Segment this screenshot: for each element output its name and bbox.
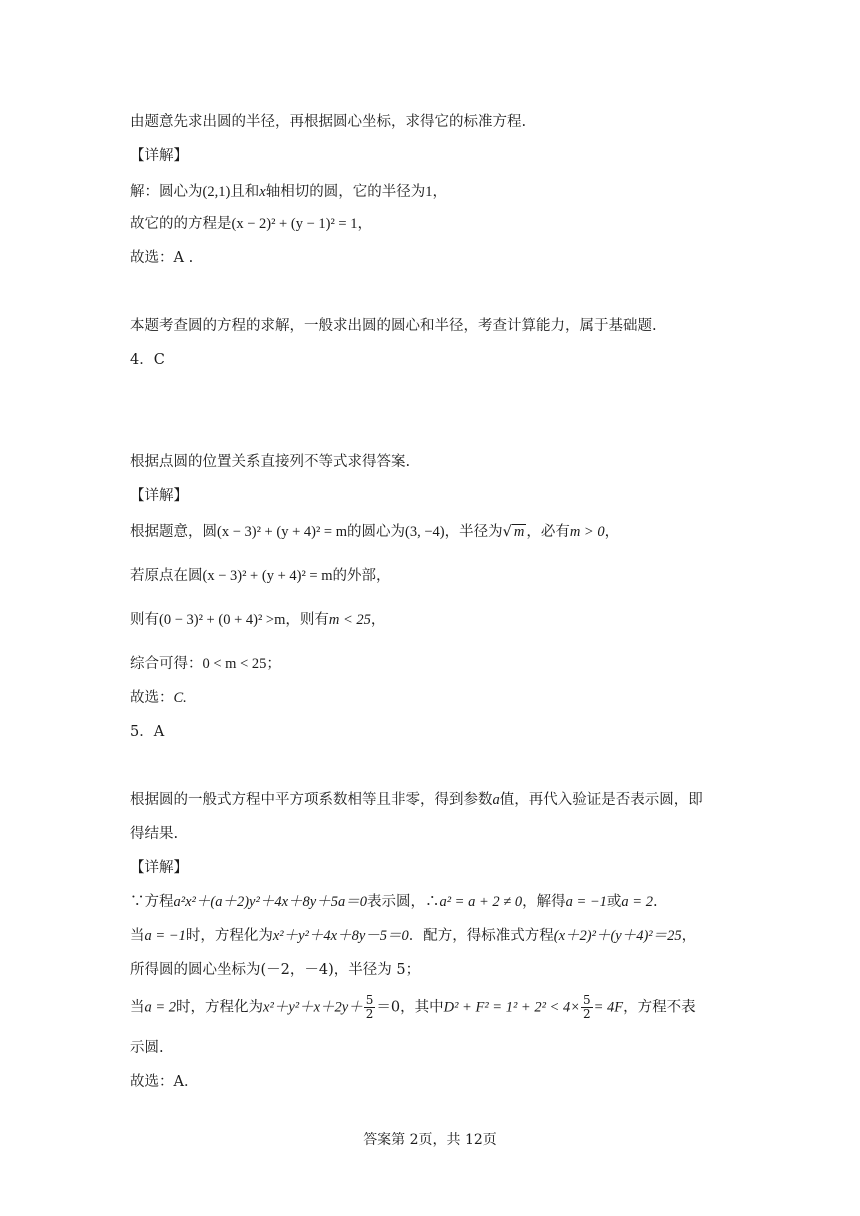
section-heading: 【详解】 bbox=[130, 488, 188, 504]
text: ，半径为 bbox=[444, 524, 503, 540]
math: (3, −4) bbox=[405, 524, 445, 540]
sqrt-symbol: √ bbox=[502, 524, 512, 540]
fraction-denominator: 2 bbox=[365, 1007, 374, 1021]
text: ，则有 bbox=[285, 612, 329, 628]
text-line: 根据点圆的位置关系直接列不等式求得答案. bbox=[130, 454, 411, 470]
text-line: 故选：A . bbox=[130, 250, 194, 266]
math: a bbox=[492, 792, 500, 808]
text-line: 得结果. bbox=[130, 826, 179, 842]
text: 故它的的方程是 bbox=[130, 216, 232, 232]
text-line bbox=[130, 892, 658, 912]
text: ； bbox=[266, 656, 281, 672]
text: 的外部， bbox=[332, 568, 391, 584]
text-line bbox=[130, 926, 696, 946]
text-line bbox=[130, 610, 385, 630]
math: a = −1 bbox=[144, 928, 186, 944]
text: ， bbox=[604, 524, 620, 540]
text-line: 所得圆的圆心坐标为(－2，－4)，半径为 5； bbox=[130, 962, 421, 978]
answer-number: 5．A bbox=[130, 724, 165, 740]
text: 表示圆，∴ bbox=[366, 894, 440, 910]
math: a = 2 bbox=[144, 999, 177, 1016]
text-line: 示圆. bbox=[130, 1040, 164, 1056]
text-line bbox=[130, 214, 372, 234]
math: m < 25 bbox=[328, 612, 371, 628]
page-footer: 答案第 2页，共 12页 bbox=[363, 1132, 497, 1148]
answer-number: 4．C bbox=[130, 352, 165, 368]
text: 当 bbox=[130, 928, 145, 944]
equation: (x − 3)² + (y + 4)² = m bbox=[217, 524, 347, 540]
math: m > 0 bbox=[569, 524, 605, 540]
text: ， bbox=[370, 612, 386, 628]
section-heading: 【详解】 bbox=[130, 148, 188, 164]
text-line bbox=[130, 182, 447, 202]
fraction bbox=[581, 994, 593, 1021]
text: 轴相切的圆，它的半径为 bbox=[265, 184, 426, 200]
text-line: 故选：A． bbox=[130, 1074, 199, 1090]
equation: (x − 2)² + (y − 1)² = 1 bbox=[231, 216, 358, 232]
math: a = 2 bbox=[621, 894, 653, 910]
text: 根据题意，圆 bbox=[130, 524, 217, 540]
text: ，必有 bbox=[526, 524, 570, 540]
math: (2,1) bbox=[202, 184, 231, 200]
equation: D² + F² = 1² + 2² < 4× bbox=[443, 999, 580, 1016]
equation: (0 − 3)² + (0 + 4)² >m bbox=[159, 612, 286, 628]
text: 解：圆心为 bbox=[130, 184, 203, 200]
text-line bbox=[130, 522, 619, 542]
math: a = −1 bbox=[565, 894, 607, 910]
text: 的圆心为 bbox=[347, 524, 405, 540]
equation: a² = a + 2 ≠ 0 bbox=[439, 894, 523, 910]
math: 0 < m < 25 bbox=[202, 656, 267, 672]
text: 根据圆的一般式方程中平方项系数相等且非零，得到参数 bbox=[130, 792, 493, 808]
equation: (x − 3)² + (y + 4)² = m bbox=[202, 568, 333, 584]
fraction-numerator: 5 bbox=[583, 993, 591, 1007]
text: 综合可得： bbox=[130, 656, 203, 672]
text: ， bbox=[357, 216, 372, 232]
text: 且和 bbox=[230, 184, 260, 200]
text-line bbox=[130, 654, 281, 674]
text: ，方程不表 bbox=[623, 999, 696, 1016]
fraction-denominator: 2 bbox=[583, 1007, 591, 1021]
math: 1， bbox=[425, 184, 447, 200]
text: ，解得 bbox=[522, 894, 566, 910]
text-line bbox=[130, 790, 703, 810]
text-line bbox=[130, 566, 391, 586]
text: 或 bbox=[606, 894, 622, 910]
text: 时，方程化为 bbox=[176, 999, 264, 1016]
text: . bbox=[652, 894, 658, 910]
text: 时，方程化为 bbox=[185, 928, 273, 944]
math: x bbox=[259, 184, 266, 200]
equation: x²＋y²＋x＋2y＋ bbox=[263, 999, 363, 1016]
section-heading: 【详解】 bbox=[130, 860, 188, 876]
text-line bbox=[130, 994, 696, 1021]
equation: = 4F bbox=[593, 999, 624, 1016]
fraction bbox=[364, 994, 376, 1021]
text: ＝0，其中 bbox=[376, 999, 444, 1016]
math: C. bbox=[173, 690, 187, 706]
text-line bbox=[130, 688, 187, 708]
text: 故选： bbox=[130, 690, 174, 706]
equation: (x＋2)²＋(y＋4)²＝25 bbox=[553, 928, 682, 944]
text: 则有 bbox=[130, 612, 159, 628]
text-line: 由题意先求出圆的半径，再根据圆心坐标，求得它的标准方程. bbox=[130, 114, 527, 130]
equation: a²x²＋(a＋2)y²＋4x＋8y＋5a＝0 bbox=[173, 894, 367, 910]
text-line: 本题考查圆的方程的求解，一般求出圆的圆心和半径，考查计算能力，属于基础题. bbox=[130, 318, 657, 334]
text: ．配方，得标准式方程 bbox=[408, 928, 554, 944]
text: 值，再代入验证是否表示圆，即 bbox=[499, 792, 703, 808]
text: 当 bbox=[130, 999, 145, 1016]
text: 若原点在圆 bbox=[130, 568, 203, 584]
text: ∵方程 bbox=[130, 894, 174, 910]
text: ， bbox=[681, 928, 697, 944]
equation: x²＋y²＋4x＋8y－5＝0 bbox=[272, 928, 409, 944]
math: m bbox=[513, 524, 525, 540]
fraction-numerator: 5 bbox=[365, 993, 374, 1007]
